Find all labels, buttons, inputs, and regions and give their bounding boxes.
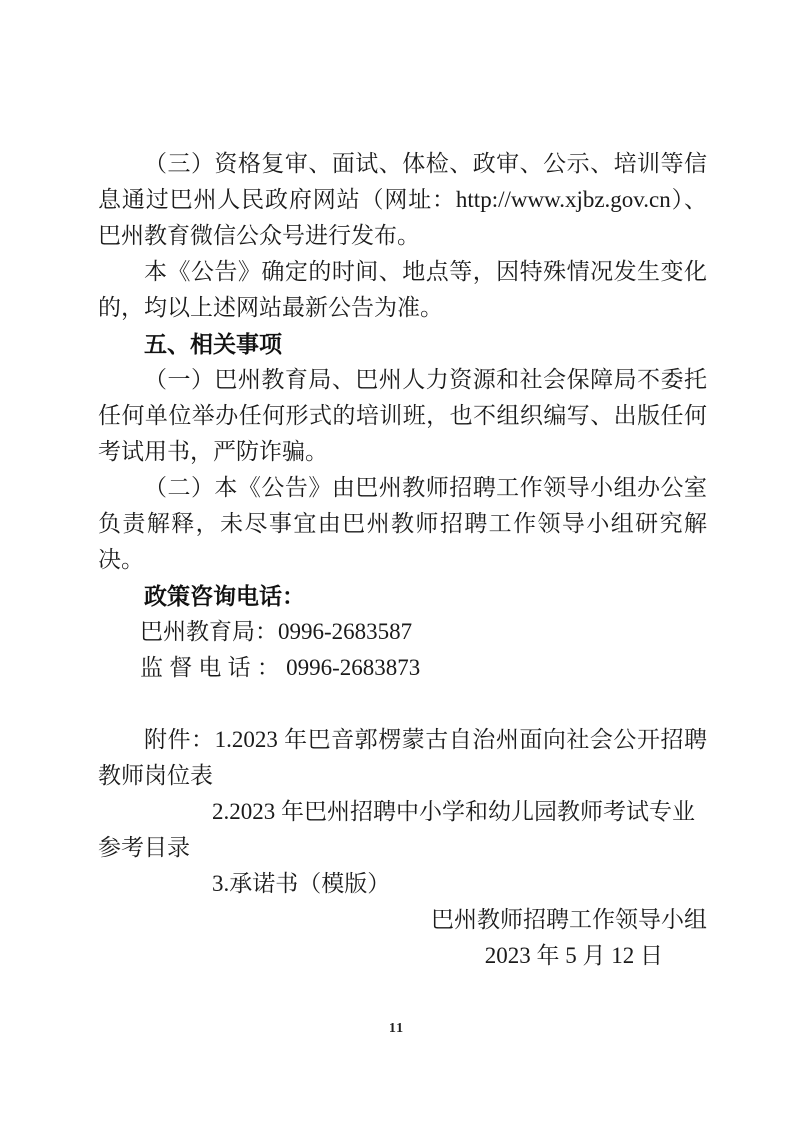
attachment-item-1-text: 1.2023 年巴音郭楞蒙古自治州面向社会公开招聘教师岗位表	[98, 727, 708, 788]
attachment-item-2: 2.2023 年巴州招聘中小学和幼儿园教师考试专业参考目录	[98, 799, 695, 860]
contact-supervision-phone: 0996-2683873	[286, 655, 421, 680]
signature-date: 2023 年 5 月 12 日	[484, 943, 663, 968]
contact-education-bureau	[98, 614, 707, 650]
attachments-label: 附件：	[144, 727, 215, 752]
contact-education-bureau-label: 巴州教育局：	[140, 619, 278, 644]
contact-supervision	[98, 650, 707, 686]
attachment-item-3: 3.承诺书（模版）	[212, 871, 391, 896]
document-content	[98, 146, 707, 974]
paragraph-no-training-classes: （一）巴州教育局、巴州人力资源和社会保障局不委托任何单位举办任何形式的培训班，也不组织编写、出版任何考试用书，严防诈骗。	[98, 367, 707, 464]
section-heading-related-matters: 五、相关事项	[144, 331, 282, 357]
attachment-item-1	[98, 722, 707, 794]
contact-education-bureau-phone: 0996-2683587	[278, 619, 413, 644]
signature-organization: 巴州教师招聘工作领导小组	[431, 907, 707, 932]
paragraph-info-release: （三）资格复审、面试、体检、政审、公示、培训等信息通过巴州人民政府网站（网址：http://www.xjbz.gov.cn）、巴州教育微信公众号进行发布。	[98, 151, 707, 248]
paragraph-interpretation: （二）本《公告》由巴州教师招聘工作领导小组办公室负责解释，未尽事宜由巴州教师招聘工作领导小组研究解决。	[98, 475, 707, 572]
spacer-line	[98, 686, 707, 722]
page-number: 11	[388, 1021, 405, 1036]
contact-supervision-label: 监督电话：	[140, 655, 287, 680]
contact-heading: 政策咨询电话：	[144, 583, 305, 609]
paragraph-notice-changes: 本《公告》确定的时间、地点等，因特殊情况发生变化的，均以上述网站最新公告为准。	[98, 259, 707, 320]
